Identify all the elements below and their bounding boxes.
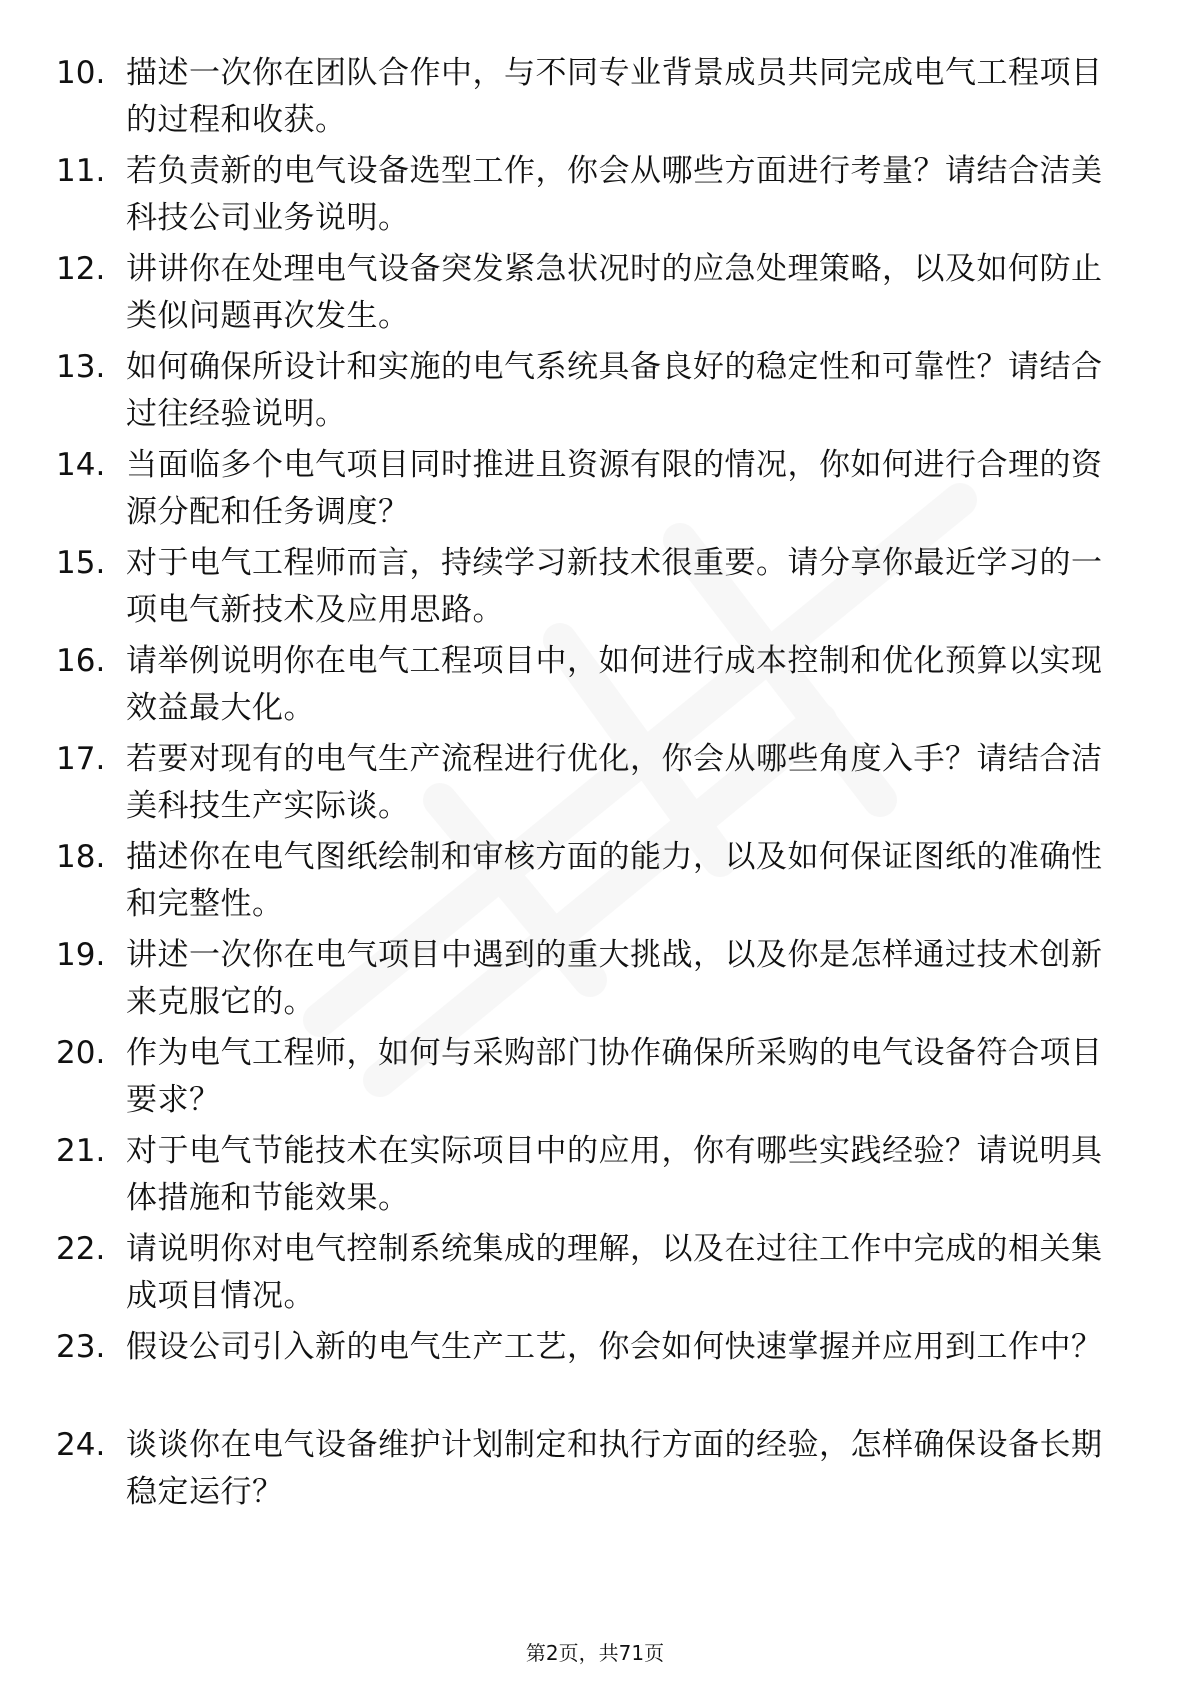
question-text: 请说明你对电气控制系统集成的理解，以及在过往工作中完成的相关集成项目情况。 bbox=[126, 1231, 1103, 1314]
question-text: 讲述一次你在电气项目中遇到的重大挑战，以及你是怎样通过技术创新来克服它的。 bbox=[126, 937, 1103, 1020]
question-number: 17. bbox=[56, 741, 106, 777]
question-text: 描述一次你在团队合作中，与不同专业背景成员共同完成电气工程项目的过程和收获。 bbox=[126, 55, 1103, 138]
question-number: 21. bbox=[56, 1133, 106, 1169]
question-number: 19. bbox=[56, 937, 106, 973]
question-text: 描述你在电气图纸绘制和审核方面的能力，以及如何保证图纸的准确性和完整性。 bbox=[126, 839, 1103, 922]
question-text: 对于电气节能技术在实际项目中的应用，你有哪些实践经验？请说明具体措施和节能效果。 bbox=[126, 1133, 1103, 1216]
question-item bbox=[56, 442, 1116, 540]
question-item bbox=[56, 148, 1116, 246]
question-number: 15. bbox=[56, 545, 106, 581]
question-text: 若要对现有的电气生产流程进行优化，你会从哪些角度入手？请结合洁美科技生产实际谈。 bbox=[126, 741, 1103, 824]
question-text: 谈谈你在电气设备维护计划制定和执行方面的经验，怎样确保设备长期稳定运行？ bbox=[126, 1427, 1103, 1510]
question-text: 假设公司引入新的电气生产工艺，你会如何快速掌握并应用到工作中？ bbox=[126, 1329, 1103, 1365]
question-number: 20. bbox=[56, 1035, 106, 1071]
question-text: 请举例说明你在电气工程项目中，如何进行成本控制和优化预算以实现效益最大化。 bbox=[126, 643, 1103, 726]
question-text: 作为电气工程师，如何与采购部门协作确保所采购的电气设备符合项目要求？ bbox=[126, 1035, 1103, 1118]
question-text: 对于电气工程师而言，持续学习新技术很重要。请分享你最近学习的一项电气新技术及应用思路。 bbox=[126, 545, 1103, 628]
question-number: 13. bbox=[56, 349, 106, 385]
question-number: 18. bbox=[56, 839, 106, 875]
question-number: 22. bbox=[56, 1231, 106, 1267]
question-number: 10. bbox=[56, 55, 106, 91]
question-text: 若负责新的电气设备选型工作，你会从哪些方面进行考量？请结合洁美科技公司业务说明。 bbox=[126, 153, 1103, 236]
question-item bbox=[56, 1324, 1116, 1422]
question-item bbox=[56, 638, 1116, 736]
question-list bbox=[56, 50, 1116, 1520]
question-text: 讲讲你在处理电气设备突发紧急状况时的应急处理策略，以及如何防止类似问题再次发生。 bbox=[126, 251, 1103, 334]
question-item bbox=[56, 932, 1116, 1030]
question-item bbox=[56, 736, 1116, 834]
question-item bbox=[56, 1128, 1116, 1226]
question-number: 24. bbox=[56, 1427, 106, 1463]
page-footer: 第2页，共71页 bbox=[525, 1641, 665, 1665]
question-number: 23. bbox=[56, 1329, 106, 1365]
question-text: 如何确保所设计和实施的电气系统具备良好的稳定性和可靠性？请结合过往经验说明。 bbox=[126, 349, 1103, 432]
question-item bbox=[56, 540, 1116, 638]
question-text: 当面临多个电气项目同时推进且资源有限的情况，你如何进行合理的资源分配和任务调度？ bbox=[126, 447, 1103, 530]
question-number: 14. bbox=[56, 447, 106, 483]
question-item bbox=[56, 1422, 1116, 1520]
question-item bbox=[56, 50, 1116, 148]
question-item bbox=[56, 1226, 1116, 1324]
question-number: 16. bbox=[56, 643, 106, 679]
question-number: 12. bbox=[56, 251, 106, 287]
question-item bbox=[56, 246, 1116, 344]
question-item bbox=[56, 1030, 1116, 1128]
question-item bbox=[56, 344, 1116, 442]
question-number: 11. bbox=[56, 153, 106, 189]
question-item bbox=[56, 834, 1116, 932]
